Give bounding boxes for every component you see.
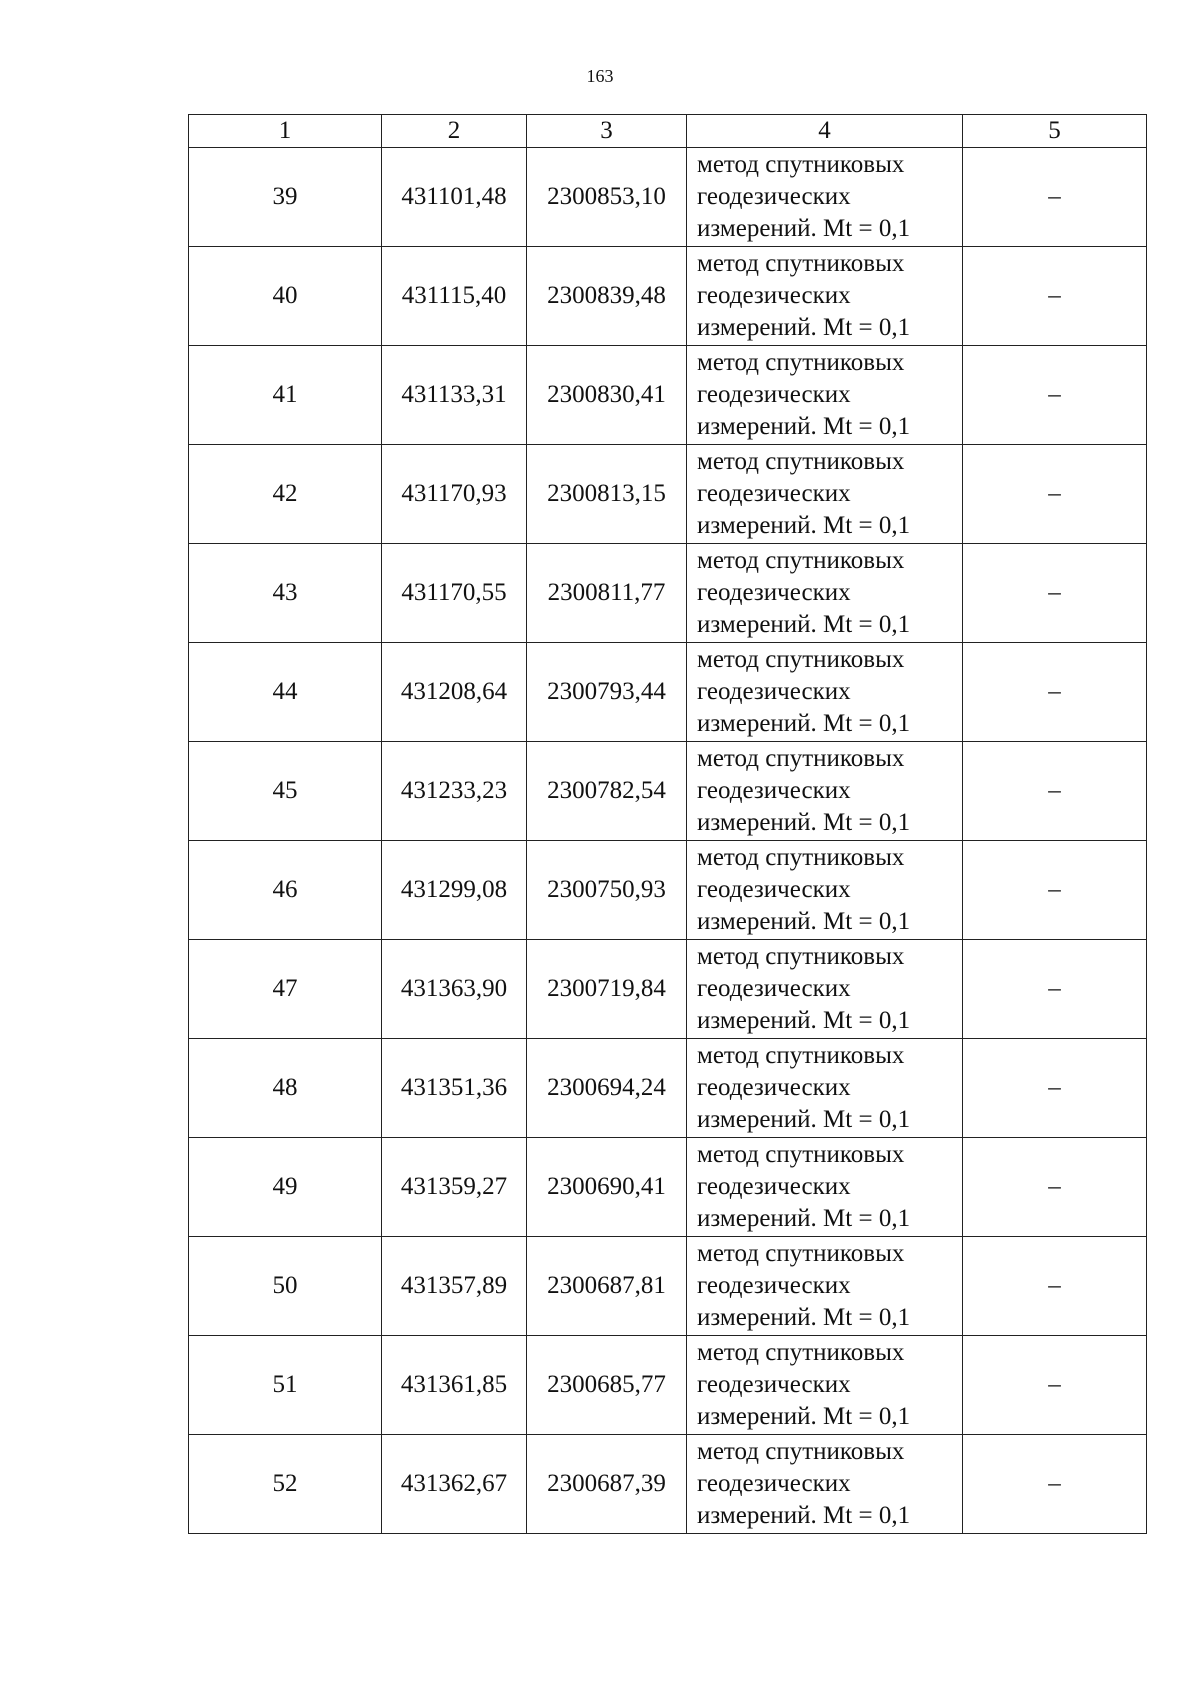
method-line: геодезических	[697, 1074, 851, 1101]
note-cell: –	[963, 1237, 1147, 1336]
note-cell: –	[963, 1336, 1147, 1435]
table-row	[189, 544, 1147, 643]
method-line: измерений. Mt = 0,1	[697, 1403, 911, 1430]
point-number-cell: 43	[189, 544, 382, 643]
method-line: геодезических	[697, 381, 851, 408]
table-row	[189, 247, 1147, 346]
y-coordinate-cell: 2300694,24	[527, 1039, 687, 1138]
y-coordinate-cell: 2300690,41	[527, 1138, 687, 1237]
method-line: измерений. Mt = 0,1	[697, 1007, 911, 1034]
y-coordinate-cell: 2300687,81	[527, 1237, 687, 1336]
point-number-cell: 49	[189, 1138, 382, 1237]
note-cell: –	[963, 148, 1147, 247]
method-line: геодезических	[697, 480, 851, 507]
point-number-cell: 40	[189, 247, 382, 346]
x-coordinate-cell: 431170,55	[382, 544, 527, 643]
column-header-1: 1	[189, 115, 382, 148]
method-line: геодезических	[697, 1173, 851, 1200]
method-line: метод спутниковых	[697, 151, 905, 178]
method-cell	[687, 643, 963, 742]
point-number-cell: 46	[189, 841, 382, 940]
method-line: геодезических	[697, 282, 851, 309]
method-line: измерений. Mt = 0,1	[697, 1205, 911, 1232]
method-line: геодезических	[697, 1272, 851, 1299]
x-coordinate-cell: 431208,64	[382, 643, 527, 742]
method-line: метод спутниковых	[697, 448, 905, 475]
method-line: метод спутниковых	[697, 1141, 905, 1168]
x-coordinate-cell: 431361,85	[382, 1336, 527, 1435]
page-number: 163	[586, 66, 614, 86]
note-cell: –	[963, 643, 1147, 742]
method-line: измерений. Mt = 0,1	[697, 1502, 911, 1529]
method-line: метод спутниковых	[697, 1042, 905, 1069]
method-line: метод спутниковых	[697, 250, 905, 277]
method-line: геодезических	[697, 579, 851, 606]
note-cell: –	[963, 742, 1147, 841]
method-line: метод спутниковых	[697, 1240, 905, 1267]
y-coordinate-cell: 2300839,48	[527, 247, 687, 346]
y-coordinate-cell: 2300685,77	[527, 1336, 687, 1435]
point-number-cell: 39	[189, 148, 382, 247]
note-cell: –	[963, 346, 1147, 445]
column-header-3: 3	[527, 115, 687, 148]
y-coordinate-cell: 2300830,41	[527, 346, 687, 445]
column-header-4: 4	[687, 115, 963, 148]
method-line: измерений. Mt = 0,1	[697, 215, 911, 242]
method-line: измерений. Mt = 0,1	[697, 314, 911, 341]
method-line: геодезических	[697, 1470, 851, 1497]
note-cell: –	[963, 1138, 1147, 1237]
table-row	[189, 1138, 1147, 1237]
x-coordinate-cell: 431359,27	[382, 1138, 527, 1237]
x-coordinate-cell: 431299,08	[382, 841, 527, 940]
point-number-cell: 50	[189, 1237, 382, 1336]
y-coordinate-cell: 2300719,84	[527, 940, 687, 1039]
y-coordinate-cell: 2300853,10	[527, 148, 687, 247]
note-cell: –	[963, 940, 1147, 1039]
method-cell	[687, 445, 963, 544]
method-line: геодезических	[697, 678, 851, 705]
point-number-cell: 42	[189, 445, 382, 544]
method-line: метод спутниковых	[697, 646, 905, 673]
x-coordinate-cell: 431351,36	[382, 1039, 527, 1138]
table-row	[189, 1237, 1147, 1336]
method-cell	[687, 544, 963, 643]
method-line: метод спутниковых	[697, 349, 905, 376]
x-coordinate-cell: 431363,90	[382, 940, 527, 1039]
table-row	[189, 148, 1147, 247]
note-cell: –	[963, 544, 1147, 643]
method-line: метод спутниковых	[697, 547, 905, 574]
point-number-cell: 45	[189, 742, 382, 841]
table-row	[189, 1336, 1147, 1435]
point-number-cell: 44	[189, 643, 382, 742]
y-coordinate-cell: 2300813,15	[527, 445, 687, 544]
y-coordinate-cell: 2300750,93	[527, 841, 687, 940]
note-cell: –	[963, 445, 1147, 544]
method-cell	[687, 148, 963, 247]
method-line: геодезических	[697, 777, 851, 804]
table-row	[189, 742, 1147, 841]
x-coordinate-cell: 431362,67	[382, 1435, 527, 1534]
y-coordinate-cell: 2300782,54	[527, 742, 687, 841]
method-line: измерений. Mt = 0,1	[697, 1304, 911, 1331]
table-row	[189, 1435, 1147, 1534]
method-line: геодезических	[697, 975, 851, 1002]
point-number-cell: 52	[189, 1435, 382, 1534]
column-header-2: 2	[382, 115, 527, 148]
method-cell	[687, 1138, 963, 1237]
x-coordinate-cell: 431133,31	[382, 346, 527, 445]
method-line: геодезических	[697, 183, 851, 210]
point-number-cell: 48	[189, 1039, 382, 1138]
method-line: измерений. Mt = 0,1	[697, 710, 911, 737]
method-line: метод спутниковых	[697, 1438, 905, 1465]
x-coordinate-cell: 431115,40	[382, 247, 527, 346]
method-line: метод спутниковых	[697, 943, 905, 970]
method-cell	[687, 1237, 963, 1336]
note-cell: –	[963, 1039, 1147, 1138]
table-row	[189, 445, 1147, 544]
method-line: геодезических	[697, 876, 851, 903]
method-cell	[687, 346, 963, 445]
table-row	[189, 1039, 1147, 1138]
method-line: метод спутниковых	[697, 844, 905, 871]
table-row	[189, 346, 1147, 445]
method-line: измерений. Mt = 0,1	[697, 611, 911, 638]
table-body	[189, 115, 1147, 1534]
method-cell	[687, 940, 963, 1039]
x-coordinate-cell: 431101,48	[382, 148, 527, 247]
method-line: измерений. Mt = 0,1	[697, 809, 911, 836]
point-number-cell: 41	[189, 346, 382, 445]
point-number-cell: 51	[189, 1336, 382, 1435]
method-line: измерений. Mt = 0,1	[697, 413, 911, 440]
method-cell	[687, 1435, 963, 1534]
method-line: измерений. Mt = 0,1	[697, 908, 911, 935]
point-number-cell: 47	[189, 940, 382, 1039]
method-line: геодезических	[697, 1371, 851, 1398]
table-row	[189, 940, 1147, 1039]
method-line: измерений. Mt = 0,1	[697, 512, 911, 539]
coordinates-table	[188, 114, 1147, 1534]
note-cell: –	[963, 247, 1147, 346]
note-cell: –	[963, 841, 1147, 940]
method-cell	[687, 841, 963, 940]
method-cell	[687, 1336, 963, 1435]
y-coordinate-cell: 2300811,77	[527, 544, 687, 643]
table-header-row	[189, 115, 1147, 148]
method-line: измерений. Mt = 0,1	[697, 1106, 911, 1133]
method-cell	[687, 742, 963, 841]
method-line: метод спутниковых	[697, 1339, 905, 1366]
x-coordinate-cell: 431357,89	[382, 1237, 527, 1336]
method-cell	[687, 1039, 963, 1138]
x-coordinate-cell: 431170,93	[382, 445, 527, 544]
table-row	[189, 841, 1147, 940]
column-header-5: 5	[963, 115, 1147, 148]
y-coordinate-cell: 2300793,44	[527, 643, 687, 742]
table-row	[189, 643, 1147, 742]
note-cell: –	[963, 1435, 1147, 1534]
x-coordinate-cell: 431233,23	[382, 742, 527, 841]
method-line: метод спутниковых	[697, 745, 905, 772]
method-cell	[687, 247, 963, 346]
y-coordinate-cell: 2300687,39	[527, 1435, 687, 1534]
